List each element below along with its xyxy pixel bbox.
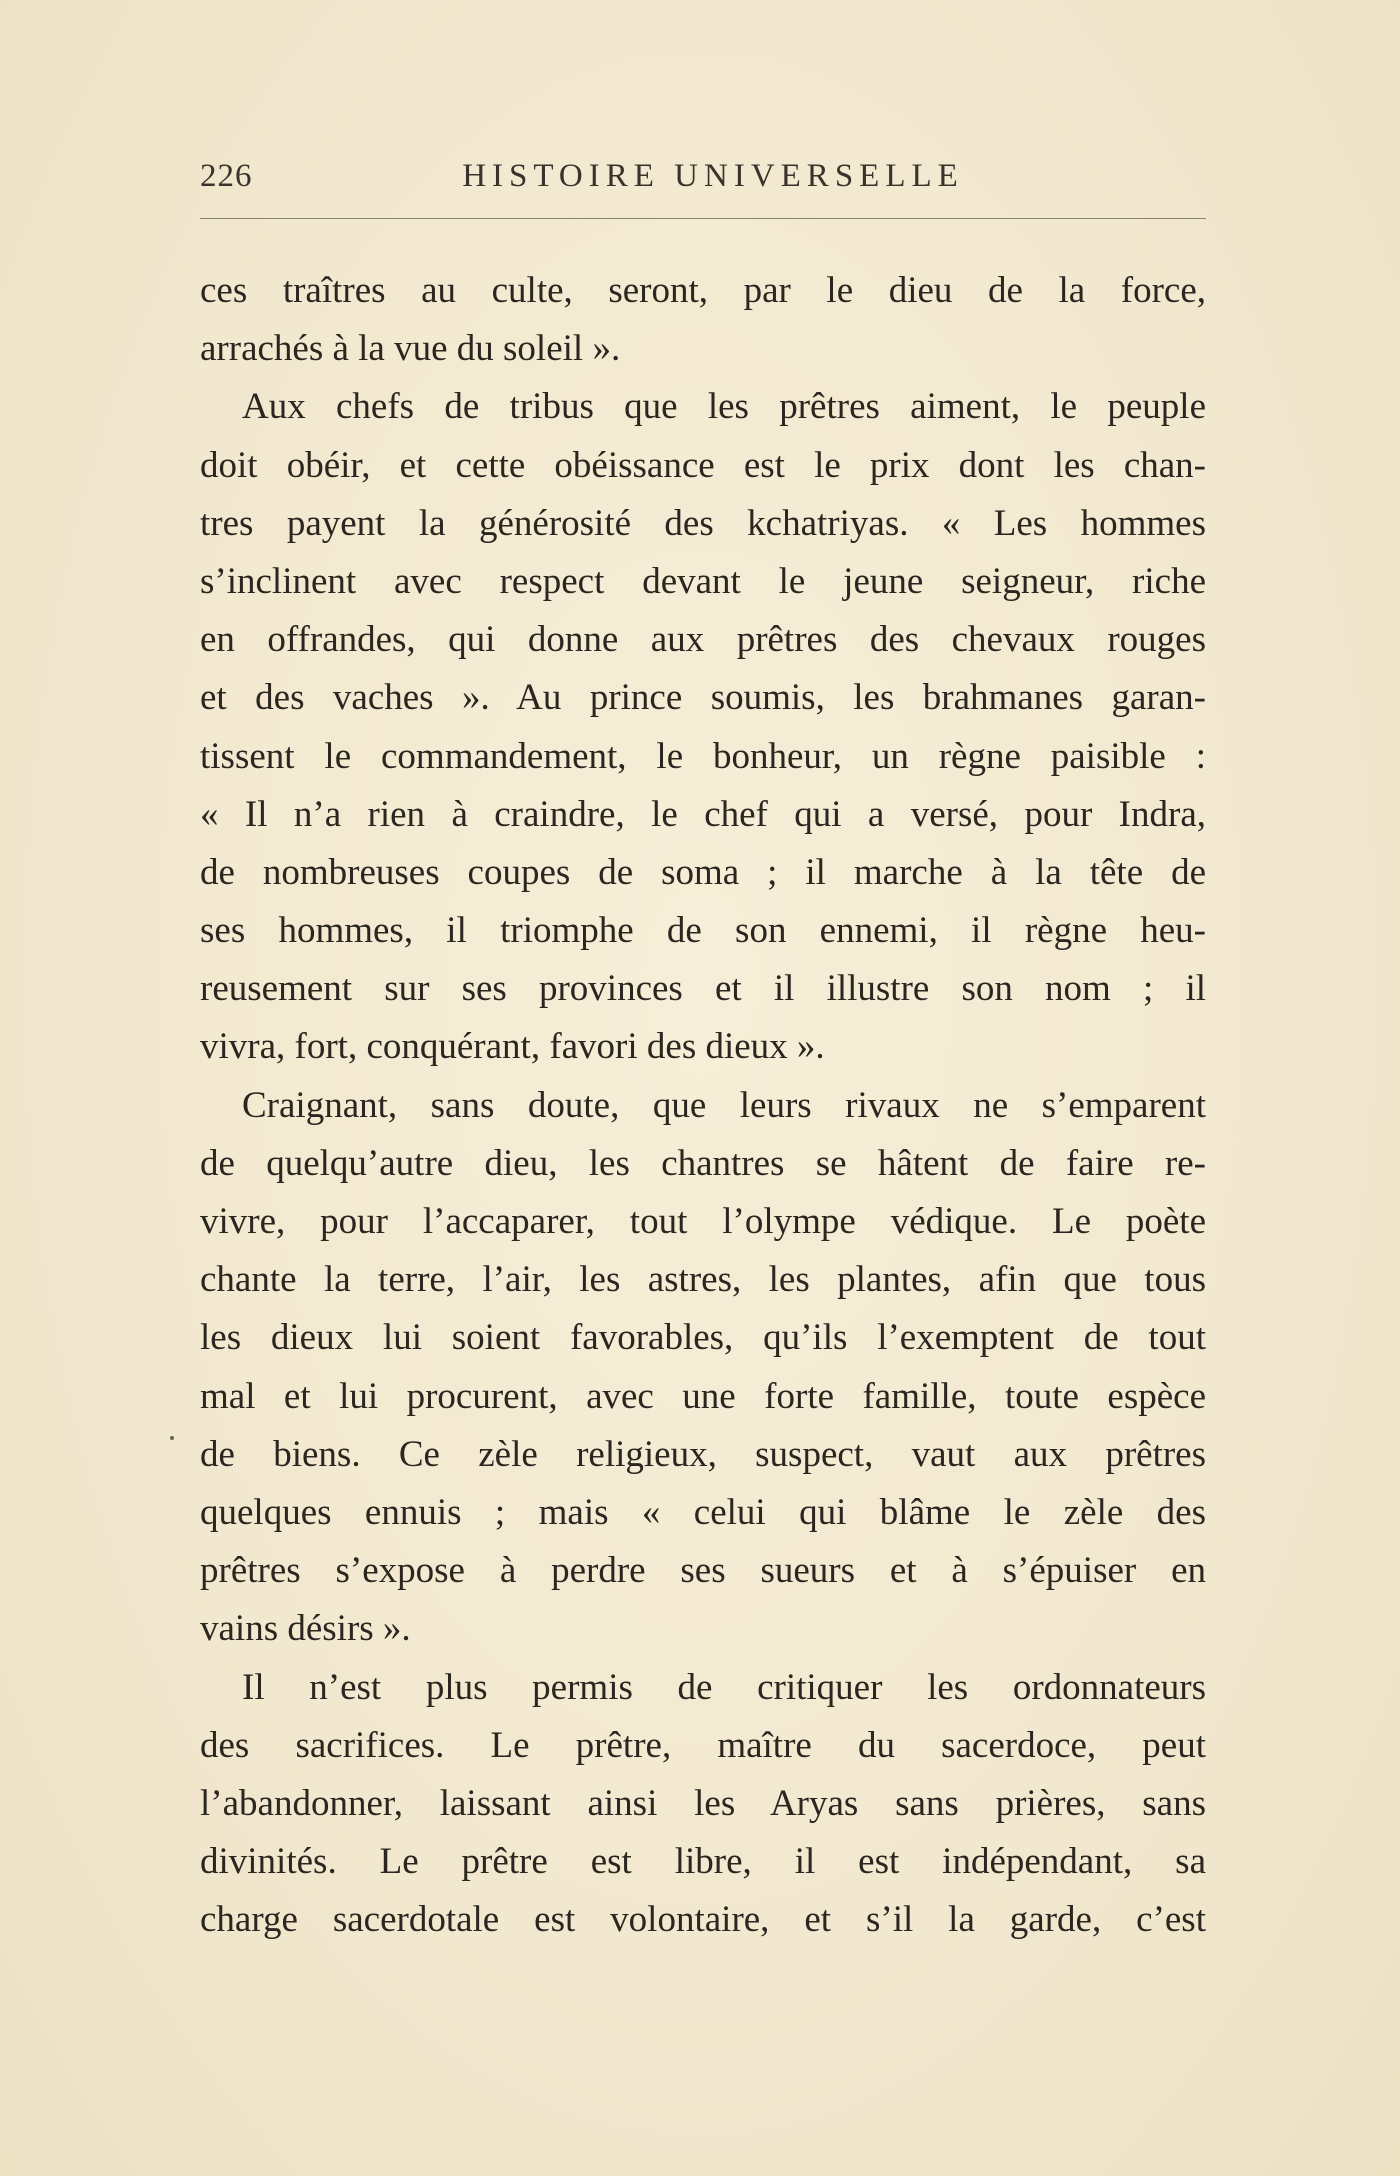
text-line: chante la terre, l’air, les astres, les plantes, afin que tous	[200, 1259, 1206, 1301]
text-line: prêtres s’expose à perdre ses sueurs et à s’épuiser en	[200, 1550, 1206, 1592]
header-rule	[200, 218, 1206, 219]
margin-mark	[170, 1436, 174, 1440]
text-line: ses hommes, il triomphe de son ennemi, il règne heu-	[200, 910, 1206, 952]
text-line: en offrandes, qui donne aux prêtres des chevaux rouges	[200, 619, 1206, 661]
text-line: « Il n’a rien à craindre, le chef qui a versé, pour Indra,	[200, 793, 1206, 835]
text-line: l’abandonner, laissant ainsi les Aryas sans prières, sans	[200, 1782, 1206, 1824]
text-line: ces traîtres au culte, seront, par le dieu de la force,	[200, 270, 1206, 311]
text-line: vivre, pour l’accaparer, tout l’olympe védique. Le poète	[200, 1201, 1206, 1242]
text-line: Aux chefs de tribus que les prêtres aiment, le peuple	[242, 386, 1206, 428]
text-line: mal et lui procurent, avec une forte famille, toute espèce	[200, 1375, 1206, 1417]
text-line: vains désirs ».	[200, 1608, 411, 1650]
text-line: de nombreuses coupes de soma ; il marche à la tête de	[200, 851, 1206, 893]
page-number: 226	[200, 158, 253, 194]
text-line: les dieux lui soient favorables, qu’ils l’exemptent de tout	[200, 1317, 1206, 1359]
text-line: vivra, fort, conquérant, favori des dieux ».	[200, 1026, 825, 1068]
text-line: doit obéir, et cette obéissance est le prix dont les chan-	[200, 444, 1206, 486]
text-line: reusement sur ses provinces et il illustre son nom ; il	[200, 968, 1206, 1010]
body-text	[200, 262, 1206, 1949]
text-line: charge sacerdotale est volontaire, et s’il la garde, c’est	[200, 1899, 1206, 1941]
text-line: s’inclinent avec respect devant le jeune seigneur, riche	[200, 560, 1206, 602]
text-line: et des vaches ». Au prince soumis, les brahmanes garan-	[200, 677, 1206, 719]
text-line: divinités. Le prêtre est libre, il est indépendant, sa	[200, 1841, 1206, 1883]
text-line: Il n’est plus permis de critiquer les ordonnateurs	[242, 1666, 1206, 1708]
text-line: tissent le commandement, le bonheur, un règne paisible :	[200, 735, 1206, 777]
text-line: quelques ennuis ; mais « celui qui blâme le zèle des	[200, 1491, 1206, 1533]
text-line: arrachés à la vue du soleil ».	[200, 328, 621, 370]
text-line: de biens. Ce zèle religieux, suspect, vaut aux prêtres	[200, 1433, 1206, 1475]
running-title: HISTOIRE UNIVERSELLE	[462, 158, 964, 194]
text-line: de quelqu’autre dieu, les chantres se hâtent de faire re-	[200, 1142, 1206, 1184]
page-header	[200, 150, 1206, 210]
text-line: Craignant, sans doute, que leurs rivaux ne s’emparent	[242, 1084, 1206, 1126]
text-line: des sacrifices. Le prêtre, maître du sacerdoce, peut	[200, 1724, 1206, 1766]
text-line: tres payent la générosité des kchatriyas. « Les hommes	[200, 502, 1206, 544]
